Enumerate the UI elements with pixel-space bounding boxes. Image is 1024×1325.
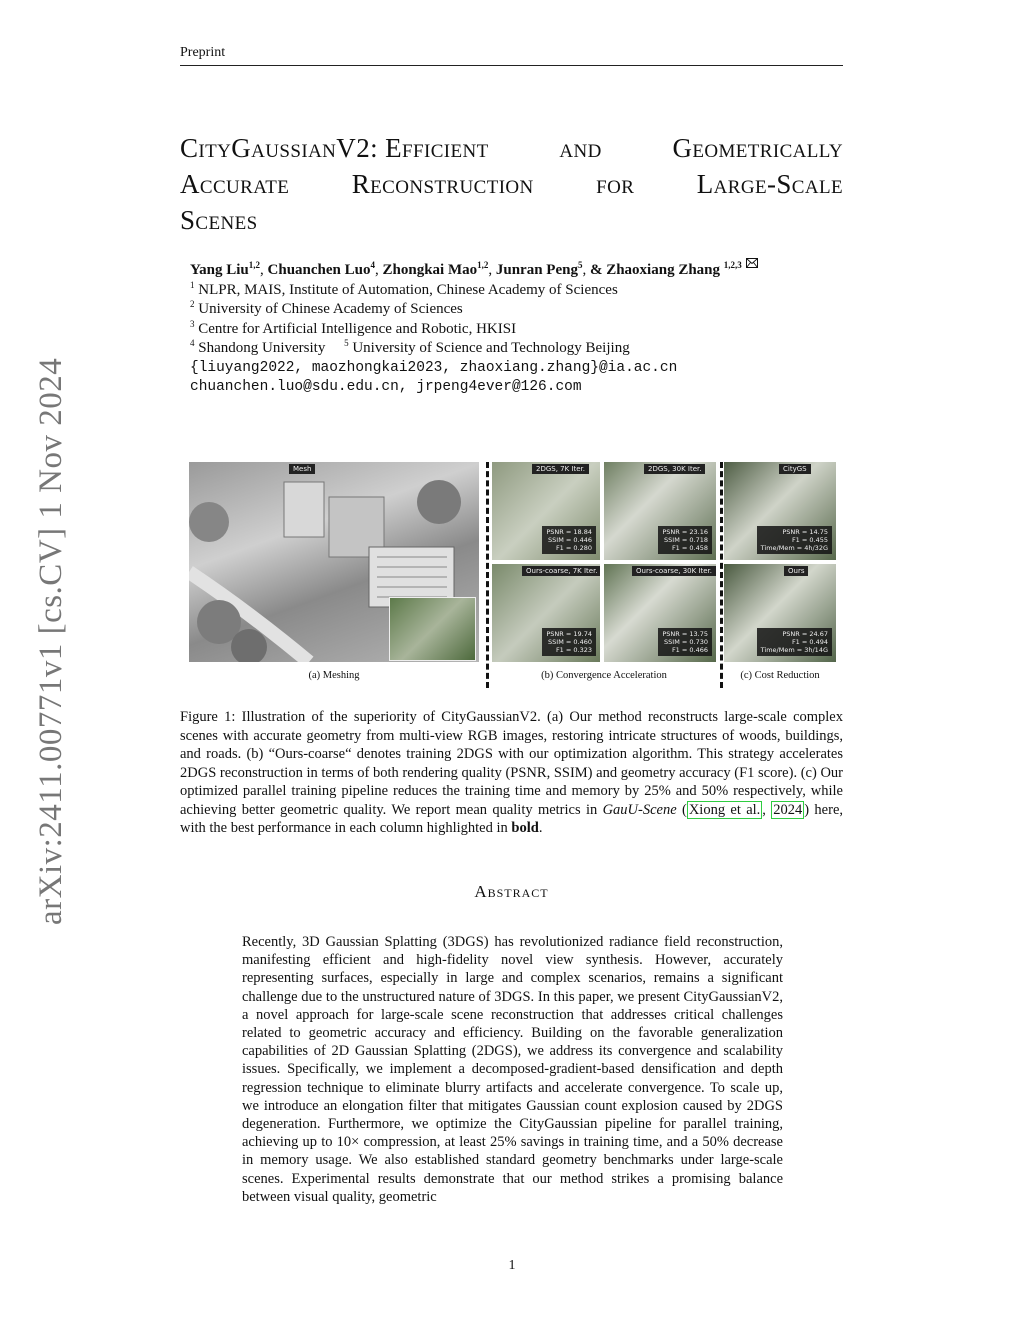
title-line2-w3: for bbox=[596, 169, 635, 199]
author-3: Zhongkai Mao$^{1,2}$ bbox=[382, 260, 489, 278]
author-5: & Zhaoxiang Zhang $^{1,2,3}$ bbox=[589, 260, 742, 278]
subcaption-a: (a) Meshing bbox=[308, 670, 360, 681]
bold-word: bold bbox=[511, 820, 539, 836]
title-line3: Scenes bbox=[180, 205, 258, 235]
subcaption-b: (b) Convergence Acceleration bbox=[541, 670, 667, 681]
arxiv-stamp-text: arXiv:2411.00771v1 [cs.CV] 1 Nov 2024 bbox=[33, 357, 69, 925]
affiliation-2: $^2$ University of Chinese Academy of Sciences bbox=[190, 299, 463, 317]
dataset-name: GauU-Scene bbox=[602, 801, 677, 818]
paper-title bbox=[180, 130, 843, 238]
title-line2-w2: Reconstruction bbox=[351, 169, 534, 199]
metrics-box: PSNR = 24.67 F1 = 0.494 Time/Mem = 3h/14G bbox=[757, 628, 832, 656]
render-tag: CityGS bbox=[779, 464, 811, 474]
email-line-1: {liuyang2022, maozhongkai2023, zhaoxiang.zhang}@ia.ac.cn bbox=[190, 359, 678, 376]
divider-1 bbox=[486, 462, 489, 688]
affiliation-4-5: $^4$ Shandong University $^5$ University of Science and Technology Beijing bbox=[190, 338, 630, 356]
metrics-box: PSNR = 23.16 SSIM = 0.718 F1 = 0.458 bbox=[658, 526, 712, 554]
render-tag: Ours bbox=[784, 566, 808, 576]
mesh-render bbox=[189, 462, 479, 662]
render-2dgs-7k bbox=[492, 462, 600, 560]
render-tag: 2DGS, 7K Iter. bbox=[532, 464, 589, 474]
author-4: Junran Peng$^5$ bbox=[495, 260, 583, 278]
render-ours bbox=[724, 564, 836, 662]
author-block bbox=[190, 258, 850, 398]
figure-1 bbox=[189, 462, 837, 688]
title-line1-b: and bbox=[559, 133, 602, 163]
citation-link-author[interactable]: Xiong et al. bbox=[688, 801, 761, 818]
render-tag: 2DGS, 30K Iter. bbox=[644, 464, 705, 474]
title-line2-w4: Large-Scale bbox=[696, 169, 843, 199]
abstract-body: Recently, 3D Gaussian Splatting (3DGS) has revolutionized radiance field reconstruction, manifesting efficient and high-fidelity novel view synthesis. However, accurately representing surfaces, especially in large and complex scenarios, remains a significant challenge due to the unstructured nature of 3DGS. In this paper, we present CityGaussianV2, a novel approach for large-scale scene reconstruction that addresses critical challenges related to geometric accuracy and efficiency. Building on the favorable generalization capabilities of 2D Gaussian Splatting (2DGS), we address its convergence and scalability issues. Specifically, we implement a decomposed-gradient-based densification and depth regression technique to eliminate blurry artifacts and accelerate convergence. To scale up, we introduce an elongation filter that mitigates Gaussian count explosion caused by 2DGS degeneration. Furthermore, we optimize the CityGaussian pipeline for parallel training, achieving up to 10× compression, at least 25% savings in training time, and a 50% decrease in memory usage. We also established standard geometry benchmarks under large-scale scenes. Experimental results demonstrate that our method strikes a promising balance between visual quality, geometric bbox=[242, 934, 783, 1205]
running-header bbox=[180, 45, 843, 66]
render-citygs bbox=[724, 462, 836, 560]
metrics-box: PSNR = 19.74 SSIM = 0.460 F1 = 0.323 bbox=[542, 628, 596, 656]
affiliation-1: $^1$ NLPR, MAIS, Institute of Automation, Chinese Academy of Sciences bbox=[190, 279, 618, 298]
header-label: Preprint bbox=[180, 45, 226, 60]
title-line1-a: CityGaussianV2: Efficient bbox=[180, 133, 489, 163]
page-number: 1 bbox=[508, 1258, 516, 1273]
render-2dgs-30k bbox=[604, 462, 716, 560]
citation-link-year[interactable]: 2024 bbox=[773, 801, 803, 818]
render-tag: Ours-coarse, 30K Iter. bbox=[632, 566, 716, 576]
render-tag: Ours-coarse, 7K Iter. bbox=[522, 566, 600, 576]
metrics-box: PSNR = 13.75 SSIM = 0.730 F1 = 0.466 bbox=[658, 628, 712, 656]
title-line2-w1: Accurate bbox=[180, 169, 290, 199]
abstract-heading: Abstract bbox=[474, 882, 549, 901]
metrics-box: PSNR = 14.75 F1 = 0.455 Time/Mem = 4h/32G bbox=[757, 526, 832, 554]
envelope-icon bbox=[746, 258, 758, 268]
metrics-box: PSNR = 18.84 SSIM = 0.446 F1 = 0.280 bbox=[542, 526, 596, 554]
mesh-inset bbox=[389, 597, 476, 661]
author-list: Yang Liu$^{1,2}$, Chuanchen Luo$^4$, Zhongkai Mao$^{1,2}$, Junran Peng$^5$, & Zhaoxiang Zhang $^{1,2,3}$ bbox=[190, 258, 850, 281]
figure-caption: Figure 1: Illustration of the superiority of CityGaussianV2. (a) Our method reconstructs large-scale complex scenes with accurate geometry from multi-view RGB images, restoring intricate structures of woods, buildings, and roads. (b) “Ours-coarse“ denotes training 2DGS with our optimization algorithm. This strategy accelerates 2DGS reconstruction in terms of both rendering quality (PSNR, SSIM) and geometry accuracy (F1 score). (c) Our optimized parallel training pipeline reduces the training time and memory by 25% and 50% respectively, while achieving better geometric quality. We report mean quality metrics in GauU-Scene ( Xiong et al. , 2024 ) here, with the best performance in each column highlighted in bold. bbox=[180, 709, 844, 836]
author-1: Yang Liu$^{1,2}$ bbox=[190, 260, 261, 278]
subcaption-c: (c) Cost Reduction bbox=[740, 670, 820, 681]
render-ours-coarse-7k bbox=[492, 564, 600, 662]
author-2: Chuanchen Luo$^4$ bbox=[267, 260, 375, 278]
arxiv-stamp bbox=[30, 355, 70, 925]
affiliation-3: $^3$ Centre for Artificial Intelligence and Robotic, HKISI bbox=[190, 318, 517, 337]
render-ours-coarse-30k bbox=[604, 564, 716, 662]
mesh-tag: Mesh bbox=[289, 464, 315, 474]
title-line1-c: Geometrically bbox=[672, 133, 843, 163]
divider-2 bbox=[720, 462, 723, 688]
email-line-2: chuanchen.luo@sdu.edu.cn, jrpeng4ever@126.com bbox=[190, 379, 582, 395]
